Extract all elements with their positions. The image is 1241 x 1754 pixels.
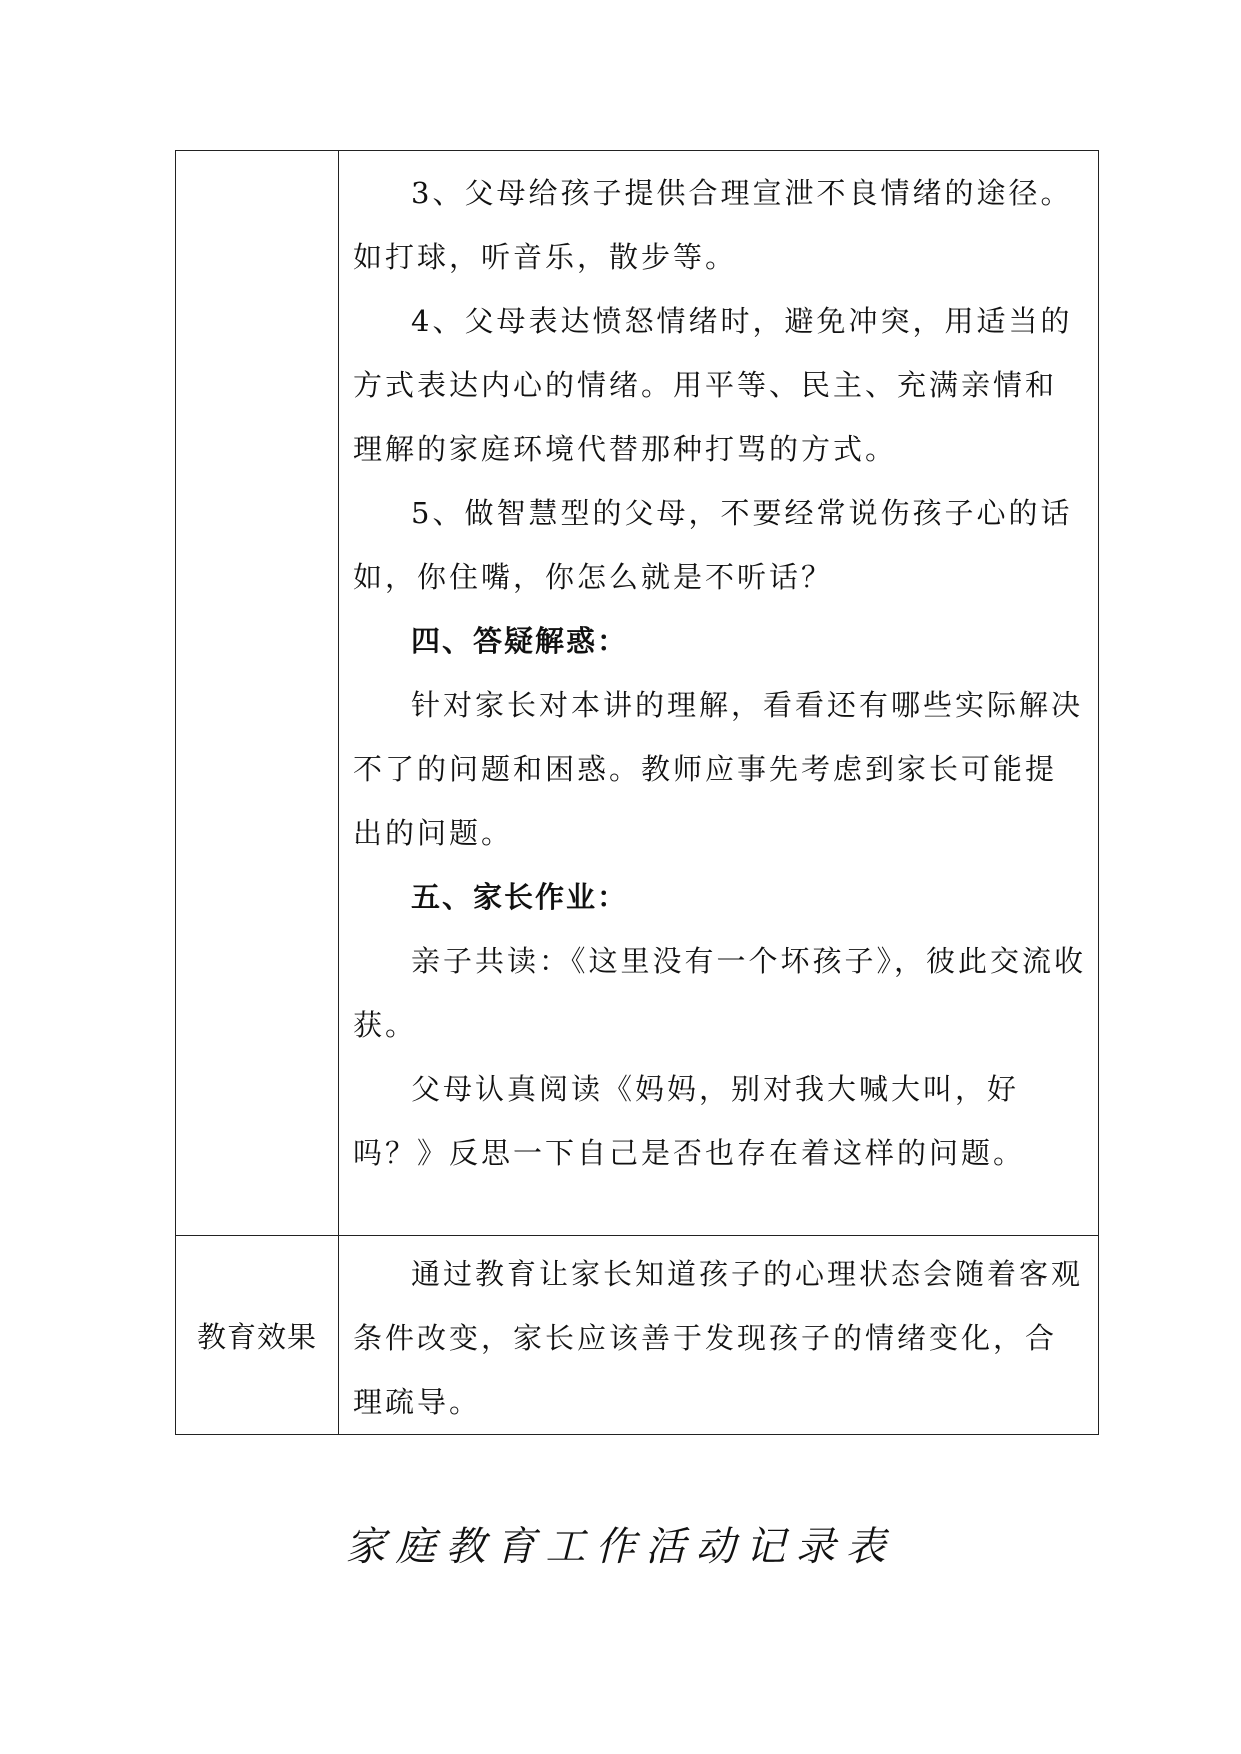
next-page-title: 家庭教育工作活动记录表 bbox=[345, 1524, 896, 1570]
paragraph-reading-together: 亲子共读：《这里没有一个坏孩子》，彼此交流收获。 bbox=[353, 944, 1087, 1042]
paragraph-express-anger: 4、父母表达愤怒情绪时，避免冲突，用适当的方式表达内心的情绪。用平等、民主、充满亲情和理解的家庭环境代替那种打骂的方式。 bbox=[353, 304, 1073, 466]
activity-record-table bbox=[175, 150, 1099, 1435]
effect-row bbox=[176, 1236, 1099, 1435]
content-label-cell bbox=[176, 151, 339, 1236]
paragraph-wise-parents: 5、做智慧型的父母，不要经常说伤孩子心的话如，你住嘴，你怎么就是不听话？ bbox=[353, 496, 1073, 594]
paragraph-vent-channels: 3、父母给孩子提供合理宣泄不良情绪的途径。如打球，听音乐，散步等。 bbox=[353, 176, 1073, 274]
content-row bbox=[176, 151, 1099, 1236]
content-cell bbox=[339, 151, 1099, 1236]
section-heading-qa: 四、答疑解惑： bbox=[411, 624, 629, 658]
effect-label: 教育效果 bbox=[176, 1236, 339, 1435]
effect-text: 通过教育让家长知道孩子的心理状态会随着客观条件改变，家长应该善于发现孩子的情绪变化，合理疏导。 bbox=[353, 1257, 1084, 1419]
paragraph-qa-body: 针对家长对本讲的理解，看看还有哪些实际解决不了的问题和困惑。教师应事先考虑到家长可能提出的问题。 bbox=[353, 688, 1084, 850]
section-heading-homework: 五、家长作业： bbox=[411, 880, 629, 914]
effect-content-cell bbox=[339, 1236, 1099, 1435]
paragraph-parent-reading: 父母认真阅读《妈妈，别对我大喊大叫，好吗？》反思一下自己是否也存在着这样的问题。 bbox=[353, 1072, 1026, 1170]
